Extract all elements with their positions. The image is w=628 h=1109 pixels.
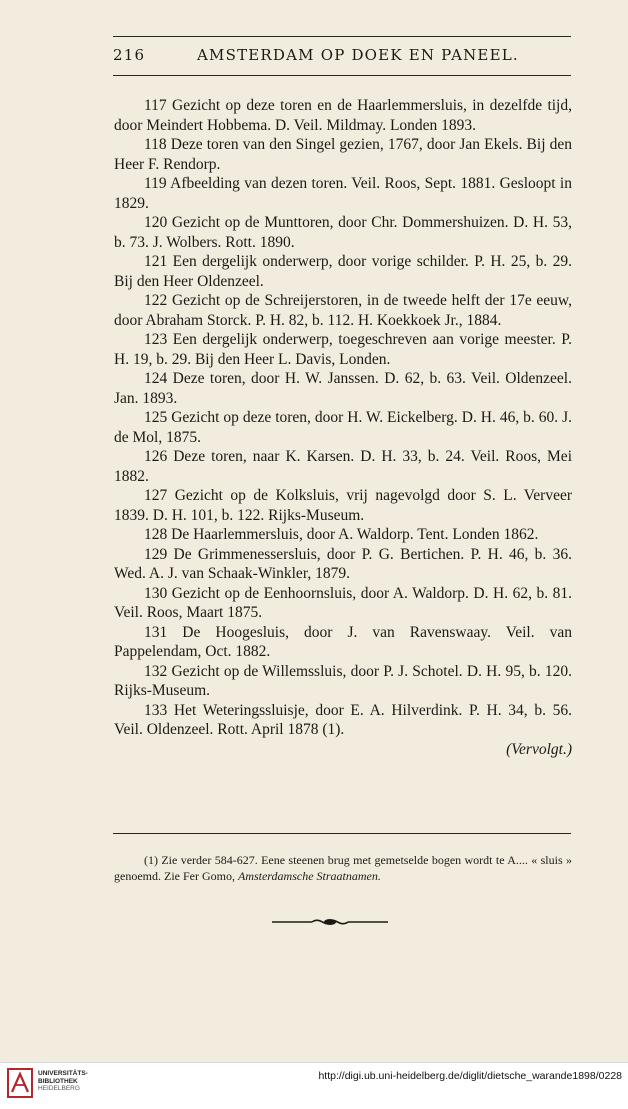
- entry-129: 129 De Grimmenessersluis, door P. G. Bertichen. P. H. 46, b. 36. Wed. A. J. van Schaak-Winkler, 1879.: [114, 545, 572, 582]
- entry-120: 120 Gezicht op de Munttoren, door Chr. Dommershuizen. D. H. 53, b. 73. J. Wolbers. Rott. 1890.: [114, 214, 572, 251]
- entry-117: 117 Gezicht op deze toren en de Haarlemmersluis, in dezelfde tijd, door Meindert Hobbema. D. Veil. Mildmay. Londen 1893.: [114, 97, 572, 134]
- entry-123: 123 Een dergelijk onderwerp, toegeschreven aan vorige meester. P. H. 19, b. 29. Bij den Heer L. Davis, Londen.: [114, 331, 572, 368]
- entry-128: 128 De Haarlemmersluis, door A. Waldorp. Tent. Londen 1862.: [144, 526, 539, 543]
- entry-127: 127 Gezicht op de Kolksluis, vrij nagevolgd door S. L. Verveer 1839. D. H. 101, b. 122. Rijks-Museum.: [114, 487, 572, 524]
- entry-130: 130 Gezicht op de Eenhoornsluis, door A. Waldorp. D. H. 62, b. 81. Veil. Roos, Maart 1875.: [114, 584, 572, 621]
- library-name: UNIVERSITÄTS- BIBLIOTHEK HEIDELBERG: [38, 1070, 88, 1092]
- entry-131: 131 De Hoogesluis, door J. van Ravenswaay. Veil. van Pappelendam, Oct. 1882.: [114, 623, 572, 660]
- footnote-rule: [113, 833, 571, 834]
- ornament-divider: [272, 916, 388, 928]
- header-rule: [113, 75, 571, 76]
- entry-132: 132 Gezicht op de Willemssluis, door P. J. Schotel. D. H. 95, b. 120. Rijks-Museum.: [114, 662, 572, 699]
- entry-118: 118 Deze toren van den Singel gezien, 1767, door Jan Ekels. Bij den Heer F. Rendorp.: [114, 136, 572, 173]
- top-rule: [113, 36, 571, 37]
- continued-note: (Vervolgt.): [506, 740, 572, 758]
- entry-122: 122 Gezicht op de Schreijerstoren, in de tweede helft der 17e eeuw, door Abraham Storck. P. H. 82, b. 112. H. Koekkoek Jr., 1884.: [114, 292, 572, 329]
- entry-119: 119 Afbeelding van dezen toren. Veil. Roos, Sept. 1881. Gesloopt in 1829.: [114, 175, 572, 212]
- entry-133: 133 Het Weteringssluisje, door E. A. Hilverdink. P. H. 34, b. 56. Veil. Oldenzeel. Rott. April 1878 (1).: [114, 701, 572, 738]
- running-title: AMSTERDAM OP DOEK EN PANEEL.: [197, 46, 519, 64]
- catalogue-entries: [114, 96, 572, 759]
- university-library-logo-icon: [6, 1066, 34, 1100]
- page-number: 216: [113, 46, 146, 64]
- entry-121: 121 Een dergelijk onderwerp, door vorige schilder. P. H. 25, b. 29. Bij den Heer Oldenzeel.: [114, 253, 572, 290]
- source-url-link[interactable]: http://digi.ub.uni-heidelberg.de/diglit/dietsche_warande1898/0228: [318, 1070, 622, 1082]
- footnote-text: (1) Zie verder 584-627. Eene steenen brug met gemetselde bogen wordt te A.... « sluis » genoemd. Zie Fer Gomo,: [114, 853, 572, 883]
- entry-125: 125 Gezicht op deze toren, door H. W. Eickelberg. D. H. 46, b. 60. J. de Mol, 1875.: [114, 409, 572, 446]
- entry-124: 124 Deze toren, door H. W. Janssen. D. 62, b. 63. Veil. Oldenzeel. Jan. 1893.: [114, 370, 572, 407]
- entry-126: 126 Deze toren, naar K. Karsen. D. H. 33, b. 24. Veil. Roos, Mei 1882.: [114, 448, 572, 485]
- footnote-citation: Amsterdamsche Straatnamen.: [237, 869, 381, 883]
- footnote: [114, 852, 572, 884]
- running-header: [113, 46, 571, 70]
